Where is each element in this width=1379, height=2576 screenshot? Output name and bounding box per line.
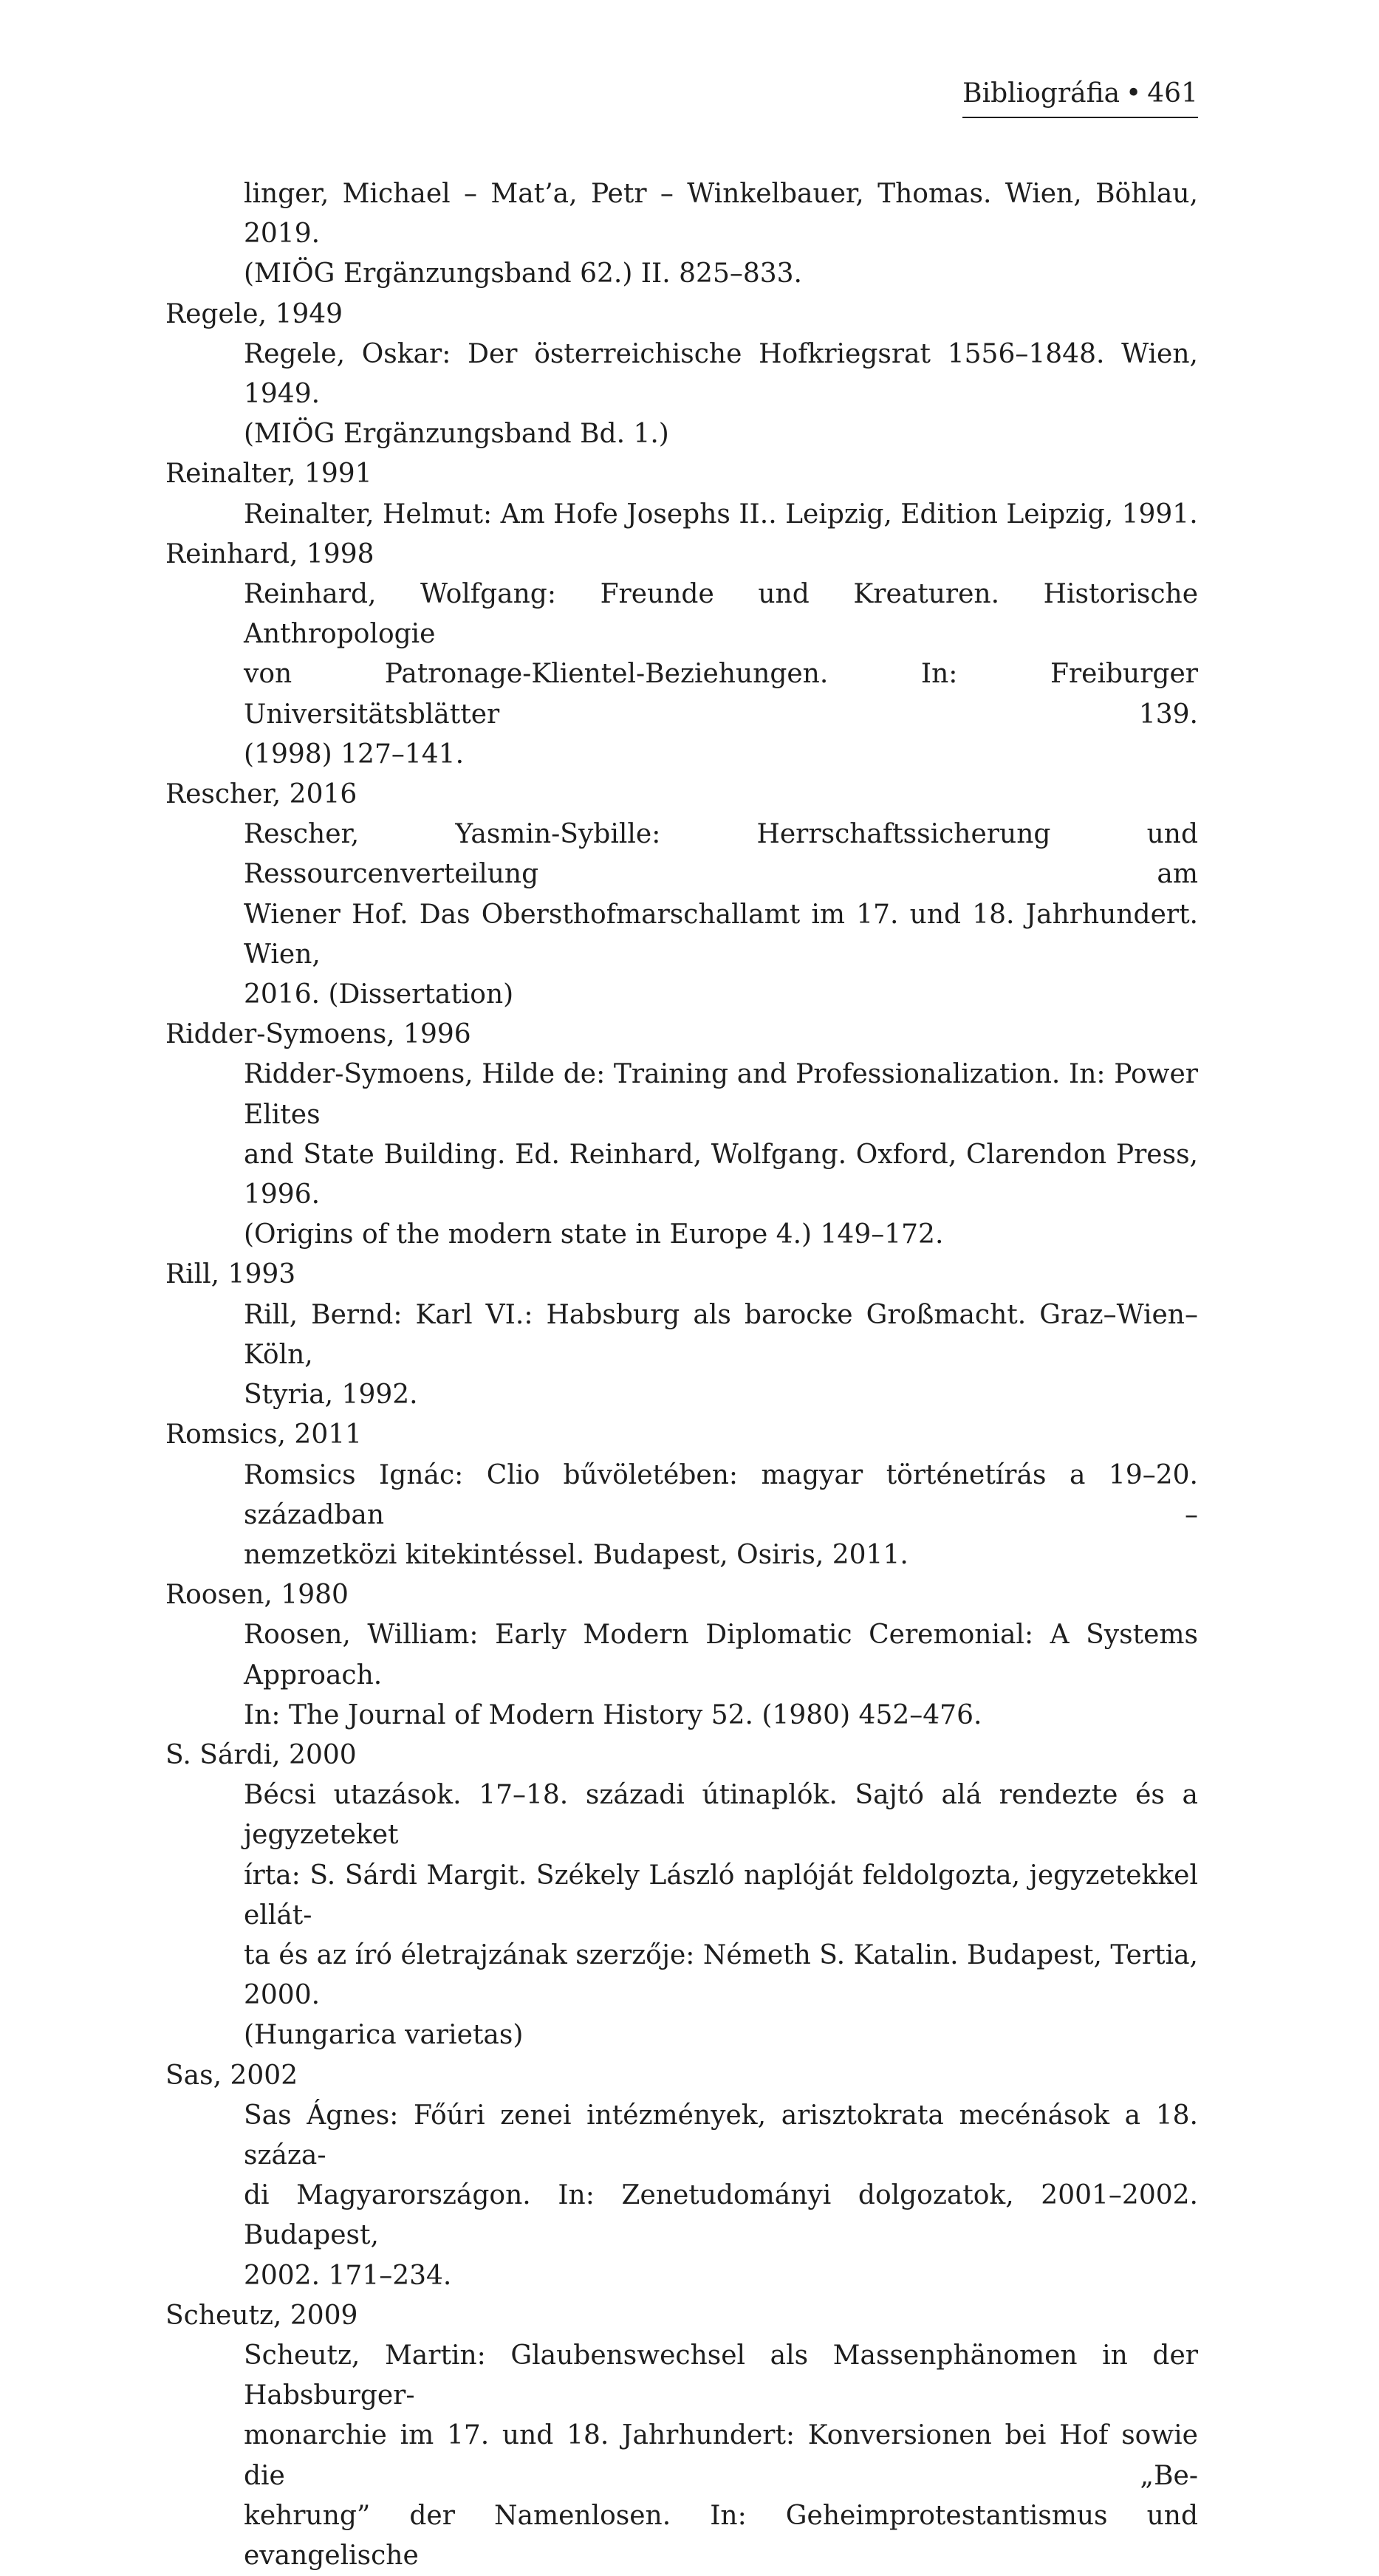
entry-line: Bécsi utazások. 17–18. századi útinaplók. Sajtó alá rendezte és a jegyzeteket: [244, 1780, 1198, 1851]
entry-line: Styria, 1992.: [244, 1380, 418, 1411]
entry-citation: [244, 1295, 1198, 1416]
entry-citation: [244, 1615, 1198, 1736]
entry-line: Sas Ágnes: Főúri zenei intézmények, arisztokrata mecénások a 18. száza-: [244, 2100, 1198, 2171]
entry-line: (Origins of the modern state in Europe 4.) 149–172.: [244, 1219, 944, 1250]
entry-line: Scheutz, Martin: Glaubenswechsel als Massenphänomen in der Habsburger-: [244, 2340, 1198, 2411]
entry-line: írta: S. Sárdi Margit. Székely László naplóját feldolgozta, jegyzetekkel ellát-: [244, 1860, 1198, 1931]
entry-key: Ridder-Symoens, 1996: [165, 1019, 471, 1050]
entry-citation: [244, 495, 1198, 535]
entry-line: monarchie im 17. und 18. Jahrhundert: Konversionen bei Hof sowie die „Be-: [244, 2420, 1198, 2491]
entry-line: 2016. (Dissertation): [244, 979, 514, 1010]
entry-citation: [244, 1456, 1198, 1576]
header-separator: •: [1126, 78, 1142, 109]
entry-line: von Patronage-Klientel-Beziehungen. In: Freiburger Universitätsblätter 139.: [244, 659, 1198, 730]
entry-key: Sas, 2002: [165, 2060, 298, 2091]
section-title: Bibliográfia: [962, 78, 1120, 109]
entry-key: Roosen, 1980: [165, 1580, 349, 1611]
entry-citation: [244, 815, 1198, 1015]
entry-line: Roosen, William: Early Modern Diplomatic Ceremonial: A Systems Approach.: [244, 1620, 1198, 1690]
entry-line: Romsics Ignác: Clio bűvöletében: magyar történetírás a 19–20. században –: [244, 1459, 1198, 1530]
entry-line: kehrung” der Namenlosen. In: Geheimprotestantismus und evangelische: [244, 2500, 1198, 2571]
page-number: 461: [1147, 78, 1198, 109]
entry-line: (1998) 127–141.: [244, 739, 465, 770]
entry-line: Ridder-Symoens, Hilde de: Training and Professionalization. In: Power Elites: [244, 1059, 1198, 1130]
entry-line: (MIÖG Ergänzungsband Bd. 1.): [244, 419, 669, 450]
entry-key: Scheutz, 2009: [165, 2300, 358, 2331]
entry-line: 2002. 171–234.: [244, 2260, 452, 2291]
entry-key: Rill, 1993: [165, 1259, 296, 1290]
entry-line: nemzetközi kitekintéssel. Budapest, Osiris, 2011.: [244, 1539, 909, 1570]
entry-line: and State Building. Ed. Reinhard, Wolfgang. Oxford, Clarendon Press, 1996.: [244, 1139, 1198, 1210]
entry-key: S. Sárdi, 2000: [165, 1739, 357, 1770]
entry-key: Regele, 1949: [165, 298, 343, 329]
entry-line: di Magyarországon. In: Zenetudományi dolgozatok, 2001–2002. Budapest,: [244, 2180, 1198, 2251]
entry-line: Reinhard, Wolfgang: Freunde und Kreaturen. Historische Anthropologie: [244, 579, 1198, 650]
entry-line: Reinalter, Helmut: Am Hofe Josephs II.. Leipzig, Edition Leipzig, 1991.: [244, 499, 1198, 530]
bibliography-list: [165, 174, 1198, 2576]
entry-line: Wiener Hof. Das Obersthofmarschallamt im 17. und 18. Jahrhundert. Wien,: [244, 899, 1198, 970]
entry-citation: [244, 335, 1198, 455]
entry-continuation: [244, 174, 1198, 295]
entry-citation: [244, 1055, 1198, 1255]
entry-line: In: The Journal of Modern History 52. (1980) 452–476.: [244, 1699, 982, 1730]
entry-line: (MIÖG Ergänzungsband 62.) II. 825–833.: [244, 258, 802, 290]
entry-line: Rill, Bernd: Karl VI.: Habsburg als barocke Großmacht. Graz–Wien–Köln,: [244, 1299, 1198, 1370]
entry-line: Regele, Oskar: Der österreichische Hofkriegsrat 1556–1848. Wien, 1949.: [244, 338, 1198, 410]
entry-citation: [244, 2096, 1198, 2296]
entry-citation: [244, 1775, 1198, 2055]
entry-key: Reinhard, 1998: [165, 538, 374, 569]
entry-line: (Hungarica varietas): [244, 2020, 524, 2051]
entry-key: Reinalter, 1991: [165, 459, 372, 490]
running-header: [962, 75, 1198, 118]
entry-line: Rescher, Yasmin-Sybille: Herrschaftssicherung und Ressourcenverteilung am: [244, 819, 1198, 890]
entry-line: linger, Michael – Mat’a, Petr – Winkelbauer, Thomas. Wien, Böhlau, 2019.: [244, 179, 1198, 250]
entry-key: Romsics, 2011: [165, 1419, 363, 1450]
entry-citation: [244, 2336, 1198, 2576]
entry-key: Rescher, 2016: [165, 779, 357, 810]
entry-line: ta és az író életrajzának szerzője: Németh S. Katalin. Budapest, Tertia, 2000.: [244, 1939, 1198, 2011]
entry-citation: [244, 575, 1198, 775]
